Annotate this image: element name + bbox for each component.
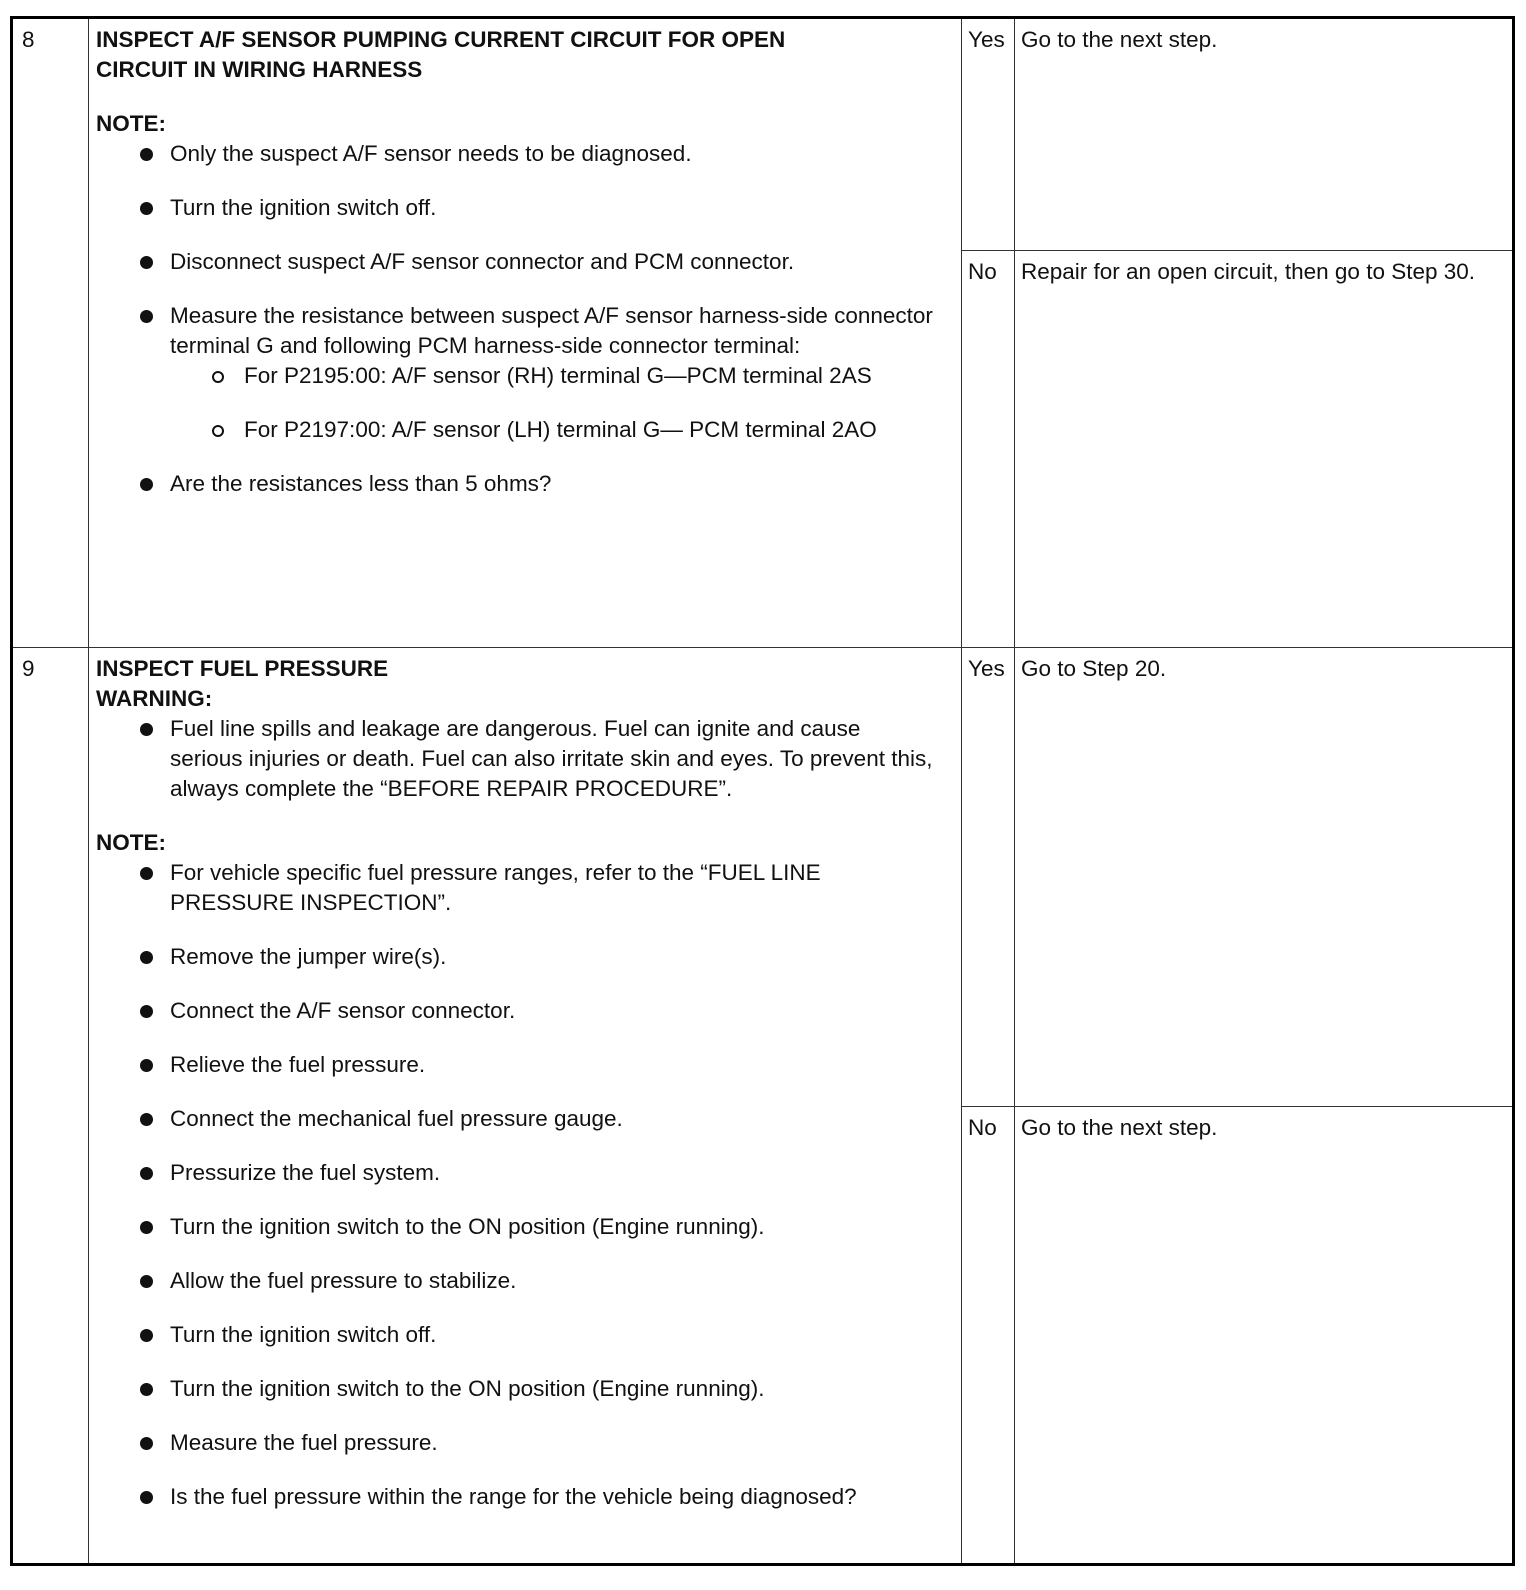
bullet-ring-icon	[212, 371, 224, 383]
list-item: Pressurize the fuel system.	[170, 1158, 937, 1188]
bullet-dot-icon	[140, 1059, 153, 1072]
step-9-yes-row	[12, 648, 1514, 1107]
step-9-yes-label: Yes	[962, 648, 1015, 1107]
step-8-title	[96, 25, 937, 85]
step-8-number: 8	[12, 18, 89, 648]
step-8-no-label: No	[962, 251, 1015, 648]
step-8-note-label: NOTE:	[96, 111, 166, 136]
bullet-dot-icon	[140, 1005, 153, 1018]
step-9-no-result: Go to the next step.	[1015, 1107, 1514, 1565]
list-item: Is the fuel pressure within the range for the vehicle being diagnosed?	[170, 1482, 937, 1512]
step-9-action	[89, 648, 962, 1565]
list-item: For vehicle specific fuel pressure ranges, refer to the “FUEL LINE PRESSURE INSPECTION”.	[170, 858, 937, 918]
step-8-title-line-2: CIRCUIT IN WIRING HARNESS	[96, 57, 423, 82]
bullet-dot-icon	[140, 310, 153, 323]
list-item: Connect the A/F sensor connector.	[170, 996, 937, 1026]
step-9-bullet-list	[96, 858, 937, 1512]
list-item: Turn the ignition switch to the ON position (Engine running).	[170, 1374, 937, 1404]
list-item: Turn the ignition switch off.	[170, 193, 937, 223]
step-8-no-result: Repair for an open circuit, then go to Step 30.	[1015, 251, 1514, 648]
step-9-warning-label: WARNING:	[96, 686, 213, 711]
step-9-title: INSPECT FUEL PRESSURE	[96, 656, 389, 681]
bullet-dot-icon	[140, 1491, 153, 1504]
sub-list-item: For P2197:00: A/F sensor (LH) terminal G— PCM terminal 2AO	[244, 415, 937, 445]
bullet-dot-icon	[140, 202, 153, 215]
step-9-no-label: No	[962, 1107, 1015, 1565]
list-item: Relieve the fuel pressure.	[170, 1050, 937, 1080]
list-item: Connect the mechanical fuel pressure gauge.	[170, 1104, 937, 1134]
step-8-yes-row	[12, 18, 1514, 251]
bullet-dot-icon	[140, 1167, 153, 1180]
bullet-dot-icon	[140, 951, 153, 964]
step-8-yes-label: Yes	[962, 18, 1015, 251]
bullet-dot-icon	[140, 1437, 153, 1450]
bullet-dot-icon	[140, 1383, 153, 1396]
bullet-dot-icon	[140, 1329, 153, 1342]
bullet-dot-icon	[140, 478, 153, 491]
list-item: Allow the fuel pressure to stabilize.	[170, 1266, 937, 1296]
list-item: Disconnect suspect A/F sensor connector and PCM connector.	[170, 247, 937, 277]
bullet-dot-icon	[140, 723, 153, 736]
bullet-dot-icon	[140, 148, 153, 161]
bullet-dot-icon	[140, 867, 153, 880]
list-item: Are the resistances less than 5 ohms?	[170, 469, 937, 499]
bullet-dot-icon	[140, 256, 153, 269]
step-8-sub-bullet-list	[170, 361, 937, 445]
step-9-yes-result: Go to Step 20.	[1015, 648, 1514, 1107]
sub-list-item: For P2195:00: A/F sensor (RH) terminal G—PCM terminal 2AS	[244, 361, 937, 391]
list-item: Turn the ignition switch off.	[170, 1320, 937, 1350]
list-item: Measure the resistance between suspect A/F sensor harness-side connector terminal G and following PCM harness-side connector terminal: For P2195:00: A/F sensor (RH) terminal G—PCM terminal 2AS For P2197:00: A/F sensor (LH) terminal G— PCM terminal 2AO	[170, 301, 937, 445]
bullet-dot-icon	[140, 1113, 153, 1126]
bullet-dot-icon	[140, 1275, 153, 1288]
bullet-ring-icon	[212, 425, 224, 437]
step-8-bullet-list	[96, 139, 937, 499]
list-item: Turn the ignition switch to the ON position (Engine running).	[170, 1212, 937, 1242]
list-item: Measure the fuel pressure.	[170, 1428, 937, 1458]
step-8-title-line-1: INSPECT A/F SENSOR PUMPING CURRENT CIRCUIT FOR OPEN	[96, 27, 786, 52]
step-9-note-label: NOTE:	[96, 830, 166, 855]
list-item: Fuel line spills and leakage are dangerous. Fuel can ignite and cause serious injuries or death. Fuel can also irritate skin and eyes. To prevent this, always complete the “BEFORE REPAIR PROCEDURE”.	[170, 714, 937, 804]
list-item: Only the suspect A/F sensor needs to be diagnosed.	[170, 139, 937, 169]
list-item: Remove the jumper wire(s).	[170, 942, 937, 972]
bullet-dot-icon	[140, 1221, 153, 1234]
step-9-warning-list	[96, 714, 937, 804]
step-8-action	[89, 18, 962, 648]
step-8-yes-result: Go to the next step.	[1015, 18, 1514, 251]
diagnostic-procedure-table	[10, 16, 1515, 1566]
step-9-number: 9	[12, 648, 89, 1565]
